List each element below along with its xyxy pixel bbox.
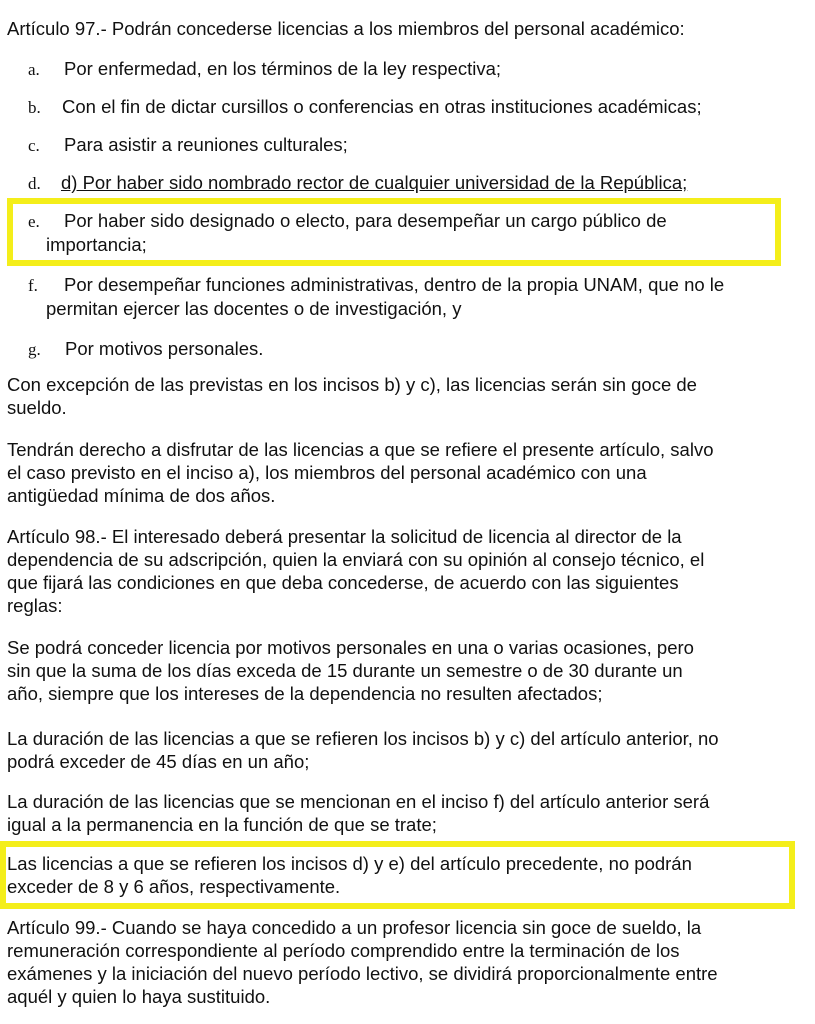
- text-line: Artículo 99.- Cuando se haya concedido a un profesor licencia sin goce de sueldo, la: [7, 917, 702, 938]
- article-99: [7, 916, 807, 1008]
- text-line: sueldo.: [7, 397, 67, 418]
- text-line: Las licencias a que se refieren los incisos d) y e) del artículo precedente, no podrán: [7, 853, 692, 874]
- text-line: sin que la suma de los días exceda de 15 durante un semestre o de 30 durante un: [7, 660, 683, 681]
- text-line: que fijará las condiciones en que deba concederse, de acuerdo con las siguientes: [7, 572, 679, 593]
- list-item-g: [28, 337, 808, 361]
- text-line: exámenes y la iniciación del nuevo período lectivo, se dividirá proporcionalmente entre: [7, 963, 718, 984]
- item-text: Por desempeñar funciones administrativas, dentro de la propia UNAM, que no le: [64, 274, 725, 295]
- item-letter: b.: [28, 98, 41, 117]
- list-item-f: [28, 273, 808, 297]
- item-letter: f.: [28, 276, 38, 295]
- list-item-a: [28, 57, 808, 81]
- text-line: Con excepción de las previstas en los incisos b) y c), las licencias serán sin goce de: [7, 374, 697, 395]
- item-text: Con el fin de dictar cursillos o conferencias en otras instituciones académicas;: [62, 96, 702, 117]
- text-line: Artículo 98.- El interesado deberá presentar la solicitud de licencia al director de la: [7, 526, 682, 547]
- text-line: dependencia de su adscripción, quien la enviará con su opinión al consejo técnico, el: [7, 549, 705, 570]
- article-97-heading: Artículo 97.- Podrán concederse licencias a los miembros del personal académico:: [7, 18, 685, 39]
- text-line: podrá exceder de 45 días en un año;: [7, 751, 310, 772]
- item-letter: g.: [28, 340, 41, 359]
- text-line: reglas:: [7, 595, 63, 616]
- highlight-box-item-e: [7, 198, 781, 266]
- text-line: La duración de las licencias a que se refieren los incisos b) y c) del artículo anterior, no: [7, 728, 719, 749]
- paragraph-rights: [7, 438, 807, 507]
- text-line: igual a la permanencia en la función de que se trate;: [7, 814, 437, 835]
- text-line: aquél y quien lo haya sustituido.: [7, 986, 271, 1007]
- item-text: Por haber sido designado o electo, para desempeñar un cargo público de: [64, 210, 667, 231]
- rule-duration-bc: [7, 727, 807, 773]
- text-line: remuneración correspondiente al período comprendido entre la terminación de los: [7, 940, 680, 961]
- item-letter: d.: [28, 174, 41, 193]
- text-line: exceder de 8 y 6 años, respectivamente.: [7, 876, 341, 897]
- rule-personal-leave: [7, 636, 807, 705]
- item-text: Por enfermedad, en los términos de la ley respectiva;: [64, 58, 502, 79]
- item-letter: c.: [28, 136, 40, 155]
- text-line: Tendrán derecho a disfrutar de las licencias a que se refiere el presente artículo, salvo: [7, 439, 714, 460]
- list-item-b: [28, 95, 808, 119]
- paragraph-exception: [7, 373, 807, 419]
- item-text: d) Por haber sido nombrado rector de cualquier universidad de la República;: [61, 172, 688, 193]
- text-line: el caso previsto en el inciso a), los miembros del personal académico con una: [7, 462, 647, 483]
- list-item-d: [28, 171, 808, 195]
- text-line: La duración de las licencias que se mencionan en el inciso f) del artículo anterior será: [7, 791, 710, 812]
- list-item-e-continuation: importancia;: [46, 234, 147, 255]
- list-item-c: [28, 133, 808, 157]
- list-item-f-continuation: permitan ejercer las docentes o de investigación, y: [46, 298, 462, 319]
- text-line: Se podrá conceder licencia por motivos personales en una o varias ocasiones, pero: [7, 637, 694, 658]
- item-letter: e.: [28, 212, 40, 231]
- text-line: año, siempre que los intereses de la dependencia no resulten afectados;: [7, 683, 603, 704]
- article-98-heading: [7, 525, 807, 617]
- item-letter: a.: [28, 60, 40, 79]
- highlight-box-rule-de: [0, 841, 795, 909]
- text-line: antigüedad mínima de dos años.: [7, 485, 276, 506]
- item-text: Por motivos personales.: [65, 338, 264, 359]
- rule-duration-f: [7, 790, 807, 836]
- item-text: Para asistir a reuniones culturales;: [64, 134, 348, 155]
